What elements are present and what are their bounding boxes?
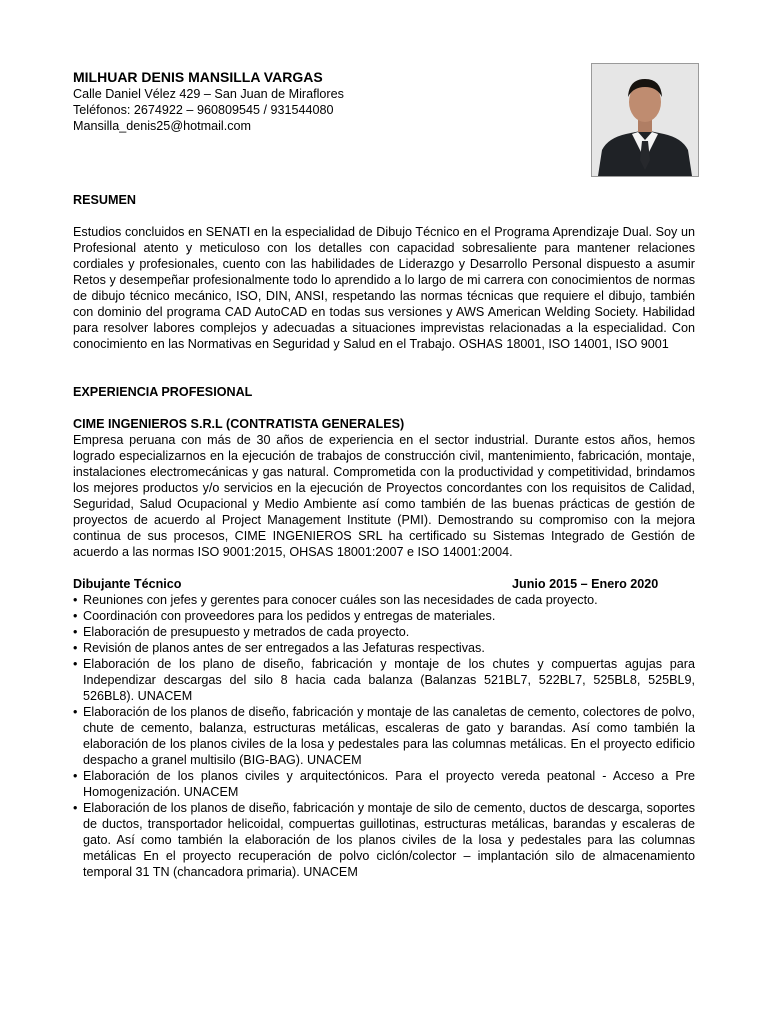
list-item-text: Elaboración de los plano de diseño, fabricación y montaje de los chutes y compuertas agujas para Independizar descargas del silo 8 hacia cada balanza (Balanzas 521BL7, 522BL7, 525BL8, 525BL9, 526BL8). UNACEM bbox=[83, 657, 695, 703]
list-item bbox=[73, 768, 695, 800]
list-item-text: Revisión de planos antes de ser entregados a las Jefaturas respectivas. bbox=[83, 641, 485, 655]
bullet-icon: • bbox=[73, 625, 78, 639]
bullet-icon: • bbox=[73, 609, 78, 623]
contact-header bbox=[73, 69, 695, 134]
job-header bbox=[73, 576, 695, 592]
job-dates: Junio 2015 – Enero 2020 bbox=[512, 577, 659, 591]
list-item bbox=[73, 704, 695, 768]
company-name: CIME INGENIEROS S.R.L (CONTRATISTA GENERALES) bbox=[73, 417, 405, 431]
summary-text: Estudios concluidos en SENATI en la especialidad de Dibujo Técnico en el Programa Aprendizaje Dual. Soy un Profesional atento y meticuloso con los detalles con capacidad sobresaliente para mantener relaciones cordiales y profesionales, cuento con las habilidades de Liderazgo y Desarrollo Personal dispuesto a asumir Retos y desempeñar profesionalmente todo lo aprendido a lo largo de mi carrera con conocimientos de normas de dibujo técnico mecánico, ISO, DIN, ANSI, respetando las normas técnicas que requiere el dibujo, también con dominio del programa CAD AutoCAD en todas sus versiones y AWS American Welding Society. Habilidad para resolver labores complejos y adecuadas a situaciones imprevistas relacionadas a la especialidad. Con conocimiento en las Normativas en Seguridad y Salud en el Trabajo. OSHAS 18001, ISO 14001, ISO 9001 bbox=[73, 225, 695, 351]
list-item bbox=[73, 608, 695, 624]
bullet-icon: • bbox=[73, 705, 78, 719]
bullet-icon: • bbox=[73, 641, 78, 655]
list-item-text: Elaboración de los planos de diseño, fabricación y montaje de las canaletas de cemento, colectores de polvo, chute de cemento, balanza, estructuras metálicas, escaleras de gato y barandas. Así como también la elaboración de los planos civiles de la losa y pedestales para las columnas metálicas. En el proyecto edificio despacho a granel multisilo (BIG-BAG). UNACEM bbox=[83, 705, 695, 767]
list-item-text: Coordinación con proveedores para los pedidos y entregas de materiales. bbox=[83, 609, 496, 623]
company-description: Empresa peruana con más de 30 años de experiencia en el sector industrial. Durante estos años, hemos logrado especializarnos en la ejecución de trabajos de construcción civil, mantenimiento, fabricación, montaje, instalaciones electromecánicas y gas natural. Comprometida con la productividad y competitividad, brindamos los mejores productos y/o servicios en la ejecución de Proyectos concordantes con los requisitos de Calidad, Seguridad, Salud Ocupacional y Medio Ambiente así como también de las buenas prácticas de gestión de proyectos de acuerdo al Project Management Institute (PMI). Demostrando su compromiso con la mejora continua de sus procesos, CIME INGENIEROS SRL ha certificado su Sistemas Integrado de Gestión de acuerdo a las normas ISO 9001:2015, OHSAS 18001:2007 e ISO 14001:2004. bbox=[73, 433, 695, 559]
list-item bbox=[73, 656, 695, 704]
bullet-icon: • bbox=[73, 801, 78, 815]
list-item bbox=[73, 640, 695, 656]
summary-section bbox=[73, 192, 695, 352]
summary-heading: RESUMEN bbox=[73, 193, 136, 207]
bullet-icon: • bbox=[73, 769, 78, 783]
responsibilities-list bbox=[73, 592, 695, 880]
list-item-text: Reuniones con jefes y gerentes para conocer cuáles son las necesidades de cada proyecto. bbox=[83, 593, 598, 607]
list-item-text: Elaboración de los planos civiles y arquitectónicos. Para el proyecto vereda peatonal - Acceso a Pre Homogenización. UNACEM bbox=[83, 769, 695, 799]
list-item-text: Elaboración de los planos de diseño, fabricación y montaje de silo de cemento, ductos de descarga, soportes de ductos, transportador helicoidal, compuertas guillotinas, estructuras metálicas, barandas y escaleras de gato. Así como también la elaboración de los planos civiles de la losa y pedestales para las columnas metálicas En el proyecto recuperación de polvo ciclón/colector – implantación silo de almacenamiento temporal 31 TN (chancadora primaria). UNACEM bbox=[83, 801, 695, 879]
bullet-icon: • bbox=[73, 657, 78, 671]
phone-numbers: Teléfonos: 2674922 – 960809545 / 931544080 bbox=[73, 103, 334, 117]
experience-section bbox=[73, 384, 695, 880]
address: Calle Daniel Vélez 429 – San Juan de Miraflores bbox=[73, 87, 344, 101]
list-item-text: Elaboración de presupuesto y metrados de cada proyecto. bbox=[83, 625, 410, 639]
list-item bbox=[73, 800, 695, 880]
email-address: Mansilla_denis25@hotmail.com bbox=[73, 119, 251, 133]
experience-heading: EXPERIENCIA PROFESIONAL bbox=[73, 385, 253, 399]
candidate-name: MILHUAR DENIS MANSILLA VARGAS bbox=[73, 69, 323, 85]
list-item bbox=[73, 624, 695, 640]
list-item bbox=[73, 592, 695, 608]
cv-document bbox=[73, 69, 695, 880]
bullet-icon: • bbox=[73, 593, 78, 607]
job-title: Dibujante Técnico bbox=[73, 577, 182, 591]
